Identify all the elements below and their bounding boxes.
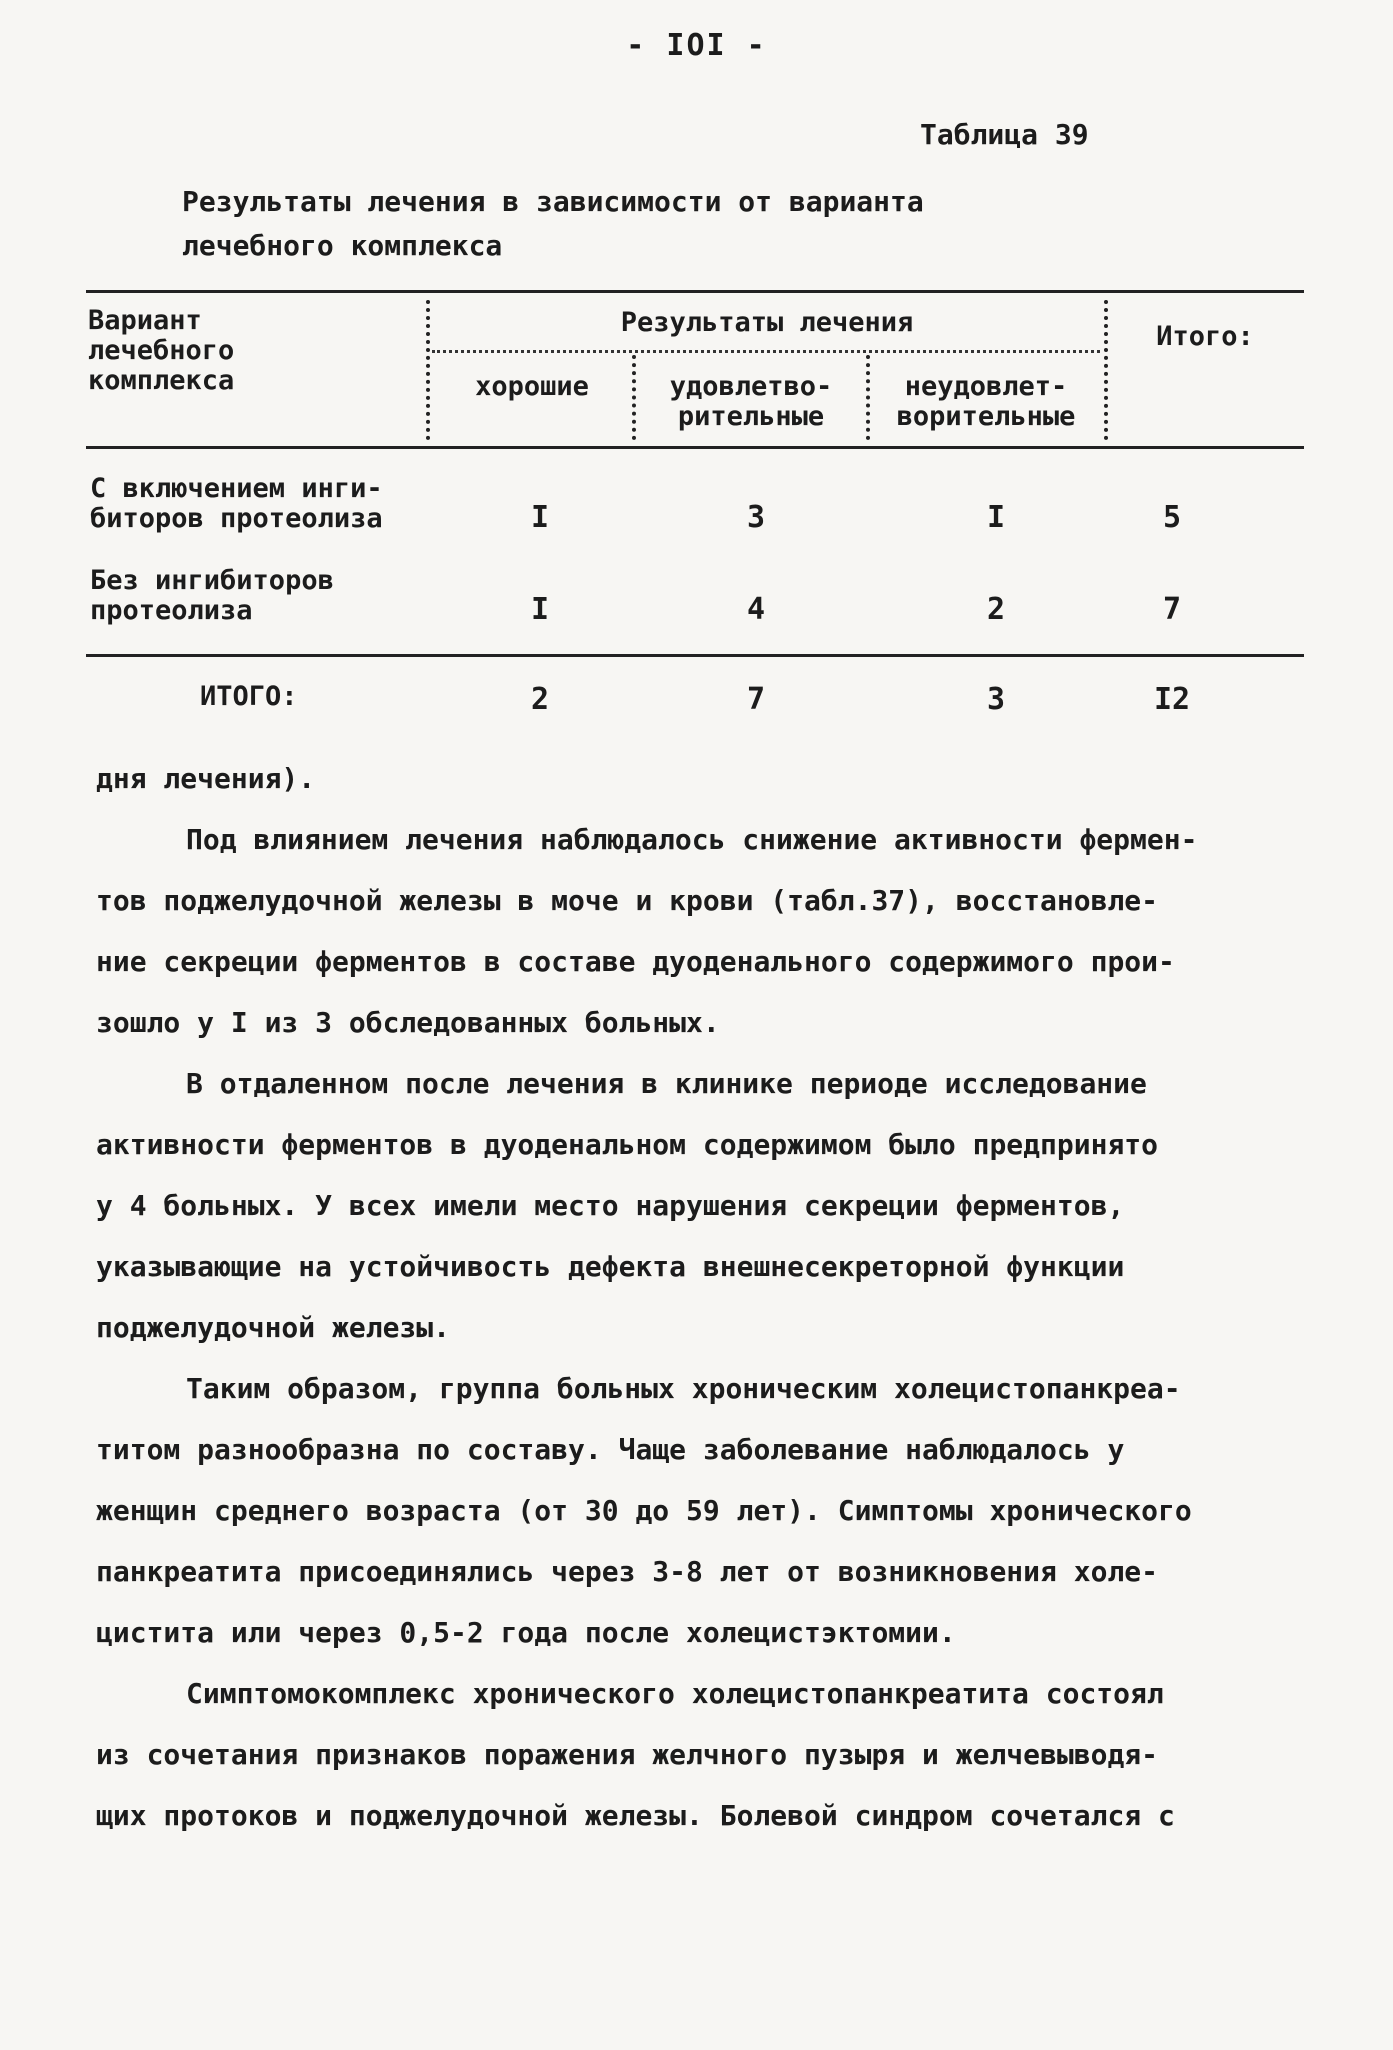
row-label-line: Без ингибиторов [90, 565, 334, 596]
header-total: Итого: [1156, 321, 1254, 352]
header-satisfactory [640, 372, 862, 432]
row-label-line: С включением инги- [90, 473, 383, 504]
table-caption-line: Результаты лечения в зависимости от варианта [182, 185, 924, 218]
row-good-value: I [530, 500, 550, 535]
text-line: дня лечения). [96, 762, 316, 795]
header-variant-line: комплекса [88, 365, 235, 396]
row-unsatisfactory-value: 2 [986, 592, 1006, 627]
row-label [90, 566, 334, 626]
row-satisfactory-value: 4 [746, 592, 766, 627]
header-results-group: Результаты лечения [620, 307, 914, 338]
table-header-rule [86, 446, 1304, 449]
header-good: хорошие [475, 371, 589, 402]
paragraph [96, 1663, 1296, 1846]
paragraph [96, 809, 1296, 1053]
row-label [90, 474, 383, 534]
row-satisfactory-value: 3 [746, 500, 766, 535]
header-separator [866, 355, 870, 440]
header-satisfactory-line: рительные [677, 401, 825, 432]
footer-unsatisfactory-value: 3 [986, 682, 1006, 717]
text-line: указывающие на устойчивость дефекта внешнесекреторной функции [96, 1250, 1125, 1283]
text-line: Под влиянием лечения наблюдалось снижение активности фермен- [186, 823, 1198, 856]
text-line: зошло у I из 3 обследованных больных. [96, 1006, 720, 1039]
table-caption [182, 180, 1082, 268]
header-variant [88, 306, 234, 396]
body-text [96, 748, 1296, 1846]
text-line: женщин среднего возраста (от 30 до 59 лет). Симптомы хронического [96, 1494, 1192, 1527]
table-caption-line: лечебного комплекса [182, 229, 503, 262]
text-line: ние секреции ферментов в составе дуоденального содержимого прои- [96, 945, 1175, 978]
page-number: - IOI - [626, 28, 767, 63]
text-line: панкреатита присоединялись через 3-8 лет от возникновения холе- [96, 1555, 1159, 1588]
header-satisfactory-line: удовлетво- [669, 371, 833, 402]
text-line: щих протоков и поджелудочной железы. Болевой синдром сочетался с [96, 1799, 1175, 1832]
paragraph [96, 748, 1296, 809]
text-line: цистита или через 0,5-2 года после холецистэктомии. [96, 1616, 956, 1649]
row-label-line: протеолиза [90, 595, 253, 626]
row-good-value: I [530, 592, 550, 627]
text-line: титом разнообразна по составу. Чаще заболевание наблюдалось у [96, 1433, 1125, 1466]
row-total-value: 7 [1162, 592, 1182, 627]
table-footer-rule [86, 654, 1304, 657]
row-unsatisfactory-value: I [986, 500, 1006, 535]
table-label: Таблица 39 [920, 118, 1089, 151]
row-label-line: биторов протеолиза [90, 503, 383, 534]
footer-total-value: I2 [1153, 682, 1191, 717]
paragraph [96, 1053, 1296, 1358]
text-line: Таким образом, группа больных хроническим холецистопанкреа- [186, 1372, 1181, 1405]
table-top-rule [86, 290, 1304, 293]
paragraph [96, 1358, 1296, 1663]
text-line: у 4 больных. У всех имели место нарушения секреции ферментов, [96, 1189, 1125, 1222]
header-unsatisfactory [872, 372, 1100, 432]
text-line: активности ферментов в дуоденальном содержимом было предпринято [96, 1128, 1159, 1161]
header-separator [1104, 300, 1108, 440]
footer-satisfactory-value: 7 [746, 682, 766, 717]
footer-label: ИТОГО: [200, 681, 298, 712]
text-line: В отдаленном после лечения в клинике периоде исследование [186, 1067, 1147, 1100]
text-line: из сочетания признаков поражения желчного пузыря и желчевыводя- [96, 1738, 1159, 1771]
header-unsatisfactory-line: ворительные [896, 401, 1076, 432]
header-variant-line: Вариант [88, 305, 202, 336]
header-unsatisfactory-line: неудовлет- [904, 371, 1068, 402]
text-line: поджелудочной железы. [96, 1311, 451, 1344]
text-line: тов поджелудочной железы в моче и крови (табл.37), восстановле- [96, 884, 1159, 917]
header-separator [632, 355, 636, 440]
text-line: Симптомокомплекс хронического холецистопанкреатита состоял [186, 1677, 1164, 1710]
header-group-rule [432, 350, 1100, 353]
row-total-value: 5 [1162, 500, 1182, 535]
footer-good-value: 2 [530, 682, 550, 717]
header-separator [426, 300, 430, 440]
header-variant-line: лечебного [88, 335, 235, 366]
